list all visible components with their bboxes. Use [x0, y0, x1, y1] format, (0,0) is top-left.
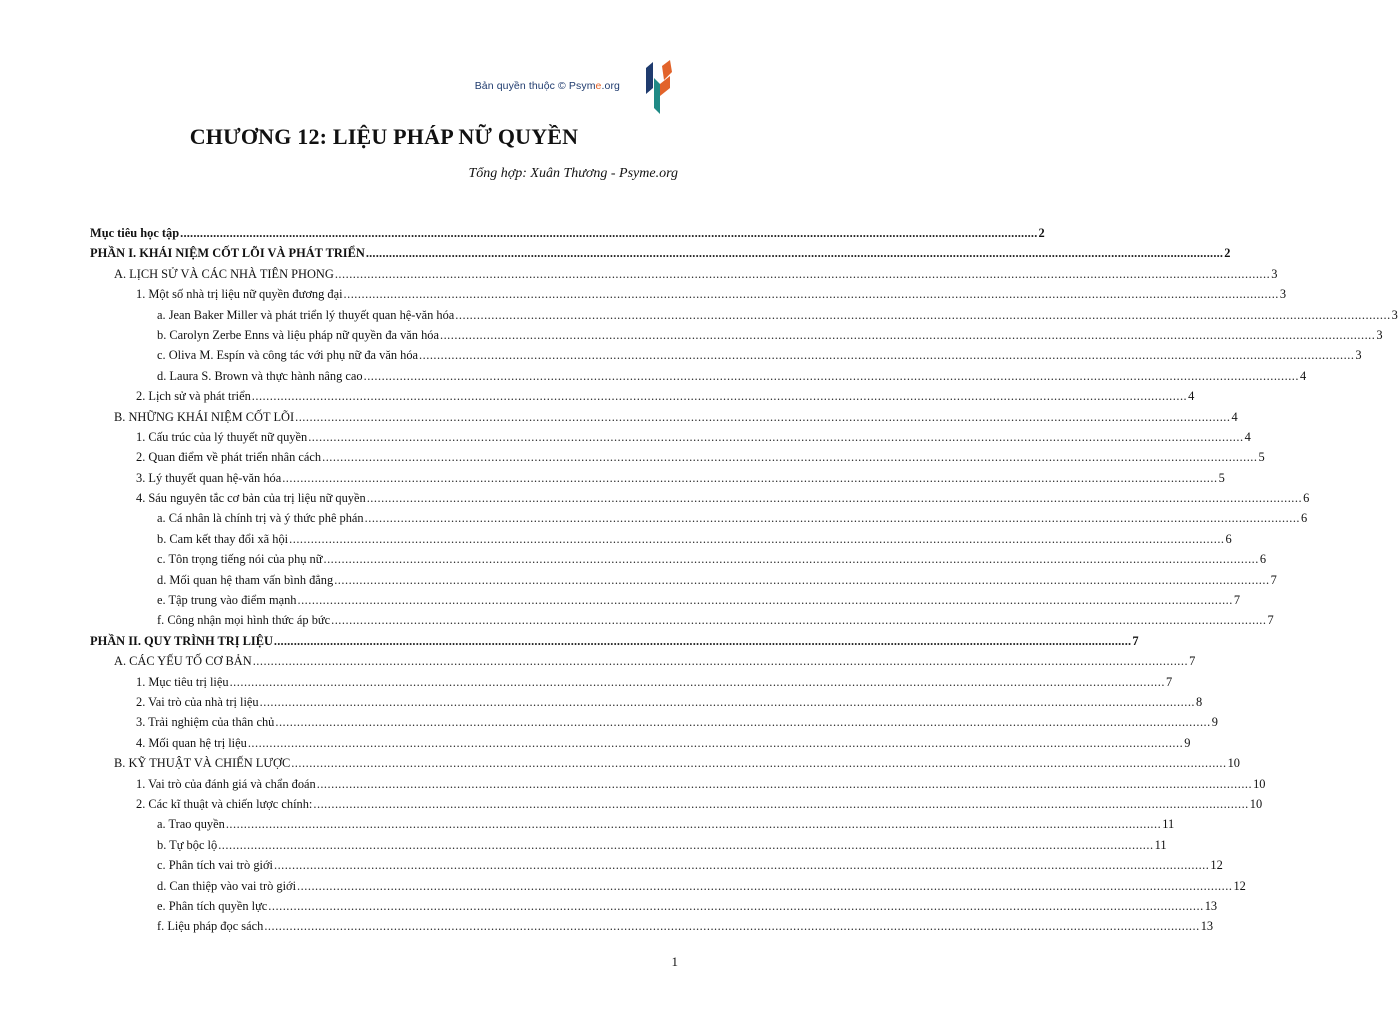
toc-entry[interactable]: [90, 593, 1241, 613]
document-subtitle: Tổng hợp: Xuân Thương - Psyme.org: [468, 166, 678, 181]
toc-entry-title: d. Mối quan hệ tham vấn bình đẳng: [157, 572, 334, 587]
toc-entry-title: c. Oliva M. Espín và công tác với phụ nữ đa văn hóa: [157, 348, 419, 363]
toc-entry-title: 3. Lý thuyết quan hệ-văn hóa: [136, 470, 282, 485]
toc-entry-title: e. Tập trung vào điểm mạnh: [157, 593, 297, 608]
toc-dot-leader: ....................................................................................................................................................................................................................................................................: [259, 694, 1196, 709]
toc-entry-title: A. LỊCH SỬ VÀ CÁC NHÀ TIÊN PHONG: [114, 266, 334, 281]
toc-entry-title: f. Công nhận mọi hình thức áp bức: [157, 613, 331, 628]
toc-entry[interactable]: [90, 287, 1287, 307]
toc-entry[interactable]: [90, 429, 1251, 450]
toc-entry[interactable]: [90, 511, 1308, 531]
toc-dot-leader: ....................................................................................................................................................................................................................................................................: [273, 858, 1210, 873]
toc-entry[interactable]: [90, 654, 1196, 674]
toc-dot-leader: ....................................................................................................................................................................................................................................................................: [229, 674, 1165, 689]
toc-entry-title: A. CÁC YẾU TỐ CƠ BẢN: [114, 654, 252, 669]
toc-dot-leader: ....................................................................................................................................................................................................................................................................: [291, 756, 1227, 771]
toc-entry-page: 7: [1267, 613, 1274, 628]
document-title: CHƯƠNG 12: LIỆU PHÁP NỮ QUYỀN: [189, 124, 579, 149]
toc-entry-page: 6: [1301, 511, 1308, 526]
toc-entry-page: 2: [1224, 246, 1231, 261]
toc-entry-title: PHẦN I. KHÁI NIỆM CỐT LÕI VÀ PHÁT TRIỂN: [90, 246, 365, 261]
toc-entry[interactable]: [90, 674, 1173, 695]
toc-dot-leader: ....................................................................................................................................................................................................................................................................: [264, 919, 1200, 934]
toc-entry-page: 7: [1132, 633, 1139, 648]
psyme-logo-icon: [644, 58, 674, 114]
toc-entry-page: 13: [1204, 898, 1218, 913]
toc-entry-page: 9: [1184, 735, 1191, 750]
toc-entry-title: 4. Mối quan hệ trị liệu: [136, 735, 247, 750]
toc-dot-leader: ....................................................................................................................................................................................................................................................................: [322, 450, 1258, 465]
toc-entry-page: 4: [1244, 429, 1251, 444]
toc-dot-leader: ....................................................................................................................................................................................................................................................................: [313, 796, 1249, 811]
toc-entry-page: 4: [1188, 389, 1195, 404]
toc-entry-title: 4. Sáu nguyên tắc cơ bản của trị liệu nữ quyền: [136, 491, 366, 506]
page-number: 1: [671, 954, 678, 969]
toc-dot-leader: ....................................................................................................................................................................................................................................................................: [365, 246, 1224, 261]
toc-entry-title: 2. Các kĩ thuật và chiến lược chính:: [136, 796, 313, 811]
toc-dot-leader: ....................................................................................................................................................................................................................................................................: [273, 633, 1132, 648]
toc-entry[interactable]: [90, 715, 1218, 735]
toc-dot-leader: ....................................................................................................................................................................................................................................................................: [180, 226, 1038, 240]
toc-dot-leader: ....................................................................................................................................................................................................................................................................: [275, 715, 1211, 730]
toc-entry[interactable]: [90, 226, 1045, 246]
toc-entry[interactable]: [90, 307, 1398, 328]
toc-entry-title: d. Laura S. Brown và thực hành nâng cao: [157, 368, 363, 383]
toc-entry[interactable]: [90, 633, 1139, 654]
toc-dot-leader: ....................................................................................................................................................................................................................................................................: [364, 511, 1301, 526]
toc-entry-page: 4: [1231, 409, 1238, 424]
toc-entry-page: 11: [1162, 817, 1175, 832]
toc-entry[interactable]: [90, 694, 1203, 715]
toc-dot-leader: ....................................................................................................................................................................................................................................................................: [323, 552, 1259, 567]
toc-entry-page: 11: [1154, 837, 1167, 852]
toc-entry-page: 4: [1300, 368, 1307, 383]
toc-dot-leader: ....................................................................................................................................................................................................................................................................: [419, 348, 1355, 363]
toc-entry-page: 5: [1218, 470, 1225, 485]
toc-entry[interactable]: [90, 735, 1191, 756]
toc-entry-title: b. Carolyn Zerbe Enns và liệu pháp nữ quyền đa văn hóa: [157, 327, 439, 342]
toc-entry-page: 7: [1233, 593, 1241, 608]
toc-entry[interactable]: [90, 776, 1266, 797]
toc-entry-page: 6: [1303, 491, 1310, 506]
toc-dot-leader: ....................................................................................................................................................................................................................................................................: [225, 817, 1162, 832]
toc-entry[interactable]: [90, 368, 1307, 389]
toc-entry-page: 3: [1355, 348, 1362, 363]
toc-dot-leader: ....................................................................................................................................................................................................................................................................: [366, 491, 1303, 506]
toc-entry[interactable]: [90, 348, 1362, 368]
toc-entry-title: 1. Một số nhà trị liệu nữ quyền đương đại: [136, 287, 343, 302]
toc-entry[interactable]: [90, 266, 1278, 287]
table-of-contents: [90, 226, 1398, 940]
toc-entry-title: a. Cá nhân là chính trị và ý thức phê phán: [157, 511, 364, 526]
toc-entry-page: 10: [1253, 776, 1266, 791]
toc-entry-page: 2: [1038, 226, 1045, 240]
toc-entry[interactable]: [90, 491, 1310, 511]
toc-entry-page: 8: [1196, 694, 1203, 709]
toc-entry[interactable]: [90, 409, 1238, 430]
toc-entry-page: 7: [1270, 572, 1277, 587]
toc-entry-title: 2. Quan điểm về phát triển nhân cách: [136, 450, 322, 465]
toc-entry[interactable]: [90, 531, 1232, 552]
toc-entry-title: 1. Vai trò của đánh giá và chẩn đoán: [136, 776, 316, 791]
toc-entry-title: PHẦN II. QUY TRÌNH TRỊ LIỆU: [90, 633, 273, 648]
toc-dot-leader: ....................................................................................................................................................................................................................................................................: [297, 593, 1233, 608]
toc-entry-title: a. Jean Baker Miller và phát triển lý thuyết quan hệ-văn hóa: [157, 307, 455, 322]
toc-entry[interactable]: [90, 919, 1214, 939]
toc-entry-title: 3. Trải nghiệm của thân chủ: [136, 715, 275, 730]
toc-entry-page: 7: [1165, 674, 1173, 689]
toc-entry[interactable]: [90, 327, 1383, 348]
toc-entry-page: 3: [1271, 266, 1278, 281]
toc-entry-title: 2. Lịch sử và phát triển: [136, 389, 251, 404]
toc-entry-title: c. Tôn trọng tiếng nói của phụ nữ: [157, 552, 323, 567]
toc-dot-leader: ....................................................................................................................................................................................................................................................................: [218, 837, 1154, 852]
toc-entry-page: 3: [1376, 327, 1383, 342]
toc-entry-page: 3: [1279, 287, 1287, 302]
toc-entry-title: f. Liệu pháp đọc sách: [157, 919, 264, 934]
toc-dot-leader: ....................................................................................................................................................................................................................................................................: [455, 307, 1391, 322]
toc-dot-leader: ....................................................................................................................................................................................................................................................................: [343, 287, 1279, 302]
toc-entry-title: c. Phân tích vai trò giới: [157, 858, 273, 873]
toc-entry-page: 6: [1259, 552, 1267, 567]
toc-entry[interactable]: [90, 246, 1231, 266]
toc-entry[interactable]: [90, 572, 1277, 593]
copyright-text: Bản quyền thuộc © Psyme.org: [474, 80, 620, 92]
toc-entry-page: 10: [1227, 756, 1240, 771]
toc-entry[interactable]: [90, 389, 1195, 409]
toc-entry-page: 12: [1233, 878, 1246, 893]
toc-dot-leader: ....................................................................................................................................................................................................................................................................: [251, 389, 1188, 404]
toc-entry[interactable]: [90, 552, 1267, 572]
toc-entry-title: 2. Vai trò của nhà trị liệu: [136, 694, 259, 709]
toc-dot-leader: ....................................................................................................................................................................................................................................................................: [252, 654, 1189, 669]
toc-dot-leader: ....................................................................................................................................................................................................................................................................: [363, 368, 1299, 383]
toc-entry-page: 10: [1249, 796, 1263, 811]
toc-entry[interactable]: [90, 858, 1223, 878]
toc-entry-page: 13: [1200, 919, 1214, 934]
toc-entry[interactable]: [90, 613, 1274, 633]
toc-entry-title: B. KỸ THUẬT VÀ CHIẾN LƯỢC: [114, 756, 291, 771]
toc-dot-leader: ....................................................................................................................................................................................................................................................................: [282, 470, 1218, 485]
toc-entry-title: b. Tự bộc lộ: [157, 837, 218, 852]
toc-entry-title: b. Cam kết thay đổi xã hội: [157, 531, 289, 546]
toc-dot-leader: ....................................................................................................................................................................................................................................................................: [247, 735, 1184, 750]
toc-entry-title: B. NHỮNG KHÁI NIỆM CỐT LÕI: [114, 409, 295, 424]
toc-dot-leader: ....................................................................................................................................................................................................................................................................: [297, 878, 1233, 893]
toc-dot-leader: ....................................................................................................................................................................................................................................................................: [439, 327, 1376, 342]
toc-entry-title: d. Can thiệp vào vai trò giới: [157, 878, 297, 893]
toc-dot-leader: ....................................................................................................................................................................................................................................................................: [308, 429, 1244, 444]
toc-entry[interactable]: [90, 837, 1167, 858]
toc-entry[interactable]: [90, 756, 1240, 776]
toc-entry-title: e. Phân tích quyền lực: [157, 898, 268, 913]
toc-entry-page: 7: [1189, 654, 1196, 669]
toc-entry[interactable]: [90, 878, 1246, 899]
toc-dot-leader: ....................................................................................................................................................................................................................................................................: [289, 531, 1225, 546]
toc-entry-page: 12: [1210, 858, 1223, 873]
toc-entry-page: 3: [1391, 307, 1398, 322]
toc-entry[interactable]: [90, 470, 1225, 491]
toc-entry-page: 9: [1211, 715, 1218, 730]
toc-entry-title: 1. Mục tiêu trị liệu: [136, 674, 229, 689]
toc-dot-leader: ....................................................................................................................................................................................................................................................................: [331, 613, 1267, 628]
toc-entry-title: a. Trao quyền: [157, 817, 225, 832]
toc-entry[interactable]: [90, 450, 1265, 470]
toc-entry-page: 6: [1225, 531, 1232, 546]
toc-entry-title: 1. Cấu trúc của lý thuyết nữ quyền: [136, 429, 308, 444]
toc-dot-leader: ....................................................................................................................................................................................................................................................................: [316, 776, 1253, 791]
toc-entry[interactable]: [90, 796, 1263, 817]
toc-dot-leader: ....................................................................................................................................................................................................................................................................: [268, 898, 1204, 913]
toc-entry-title: Mục tiêu học tập: [90, 226, 180, 240]
toc-entry[interactable]: [90, 898, 1218, 919]
toc-dot-leader: ....................................................................................................................................................................................................................................................................: [295, 409, 1231, 424]
header-brand: [475, 80, 620, 92]
toc-dot-leader: ....................................................................................................................................................................................................................................................................: [334, 572, 1270, 587]
toc-dot-leader: ....................................................................................................................................................................................................................................................................: [334, 266, 1271, 281]
toc-entry[interactable]: [90, 817, 1175, 837]
toc-entry-page: 5: [1258, 450, 1265, 465]
